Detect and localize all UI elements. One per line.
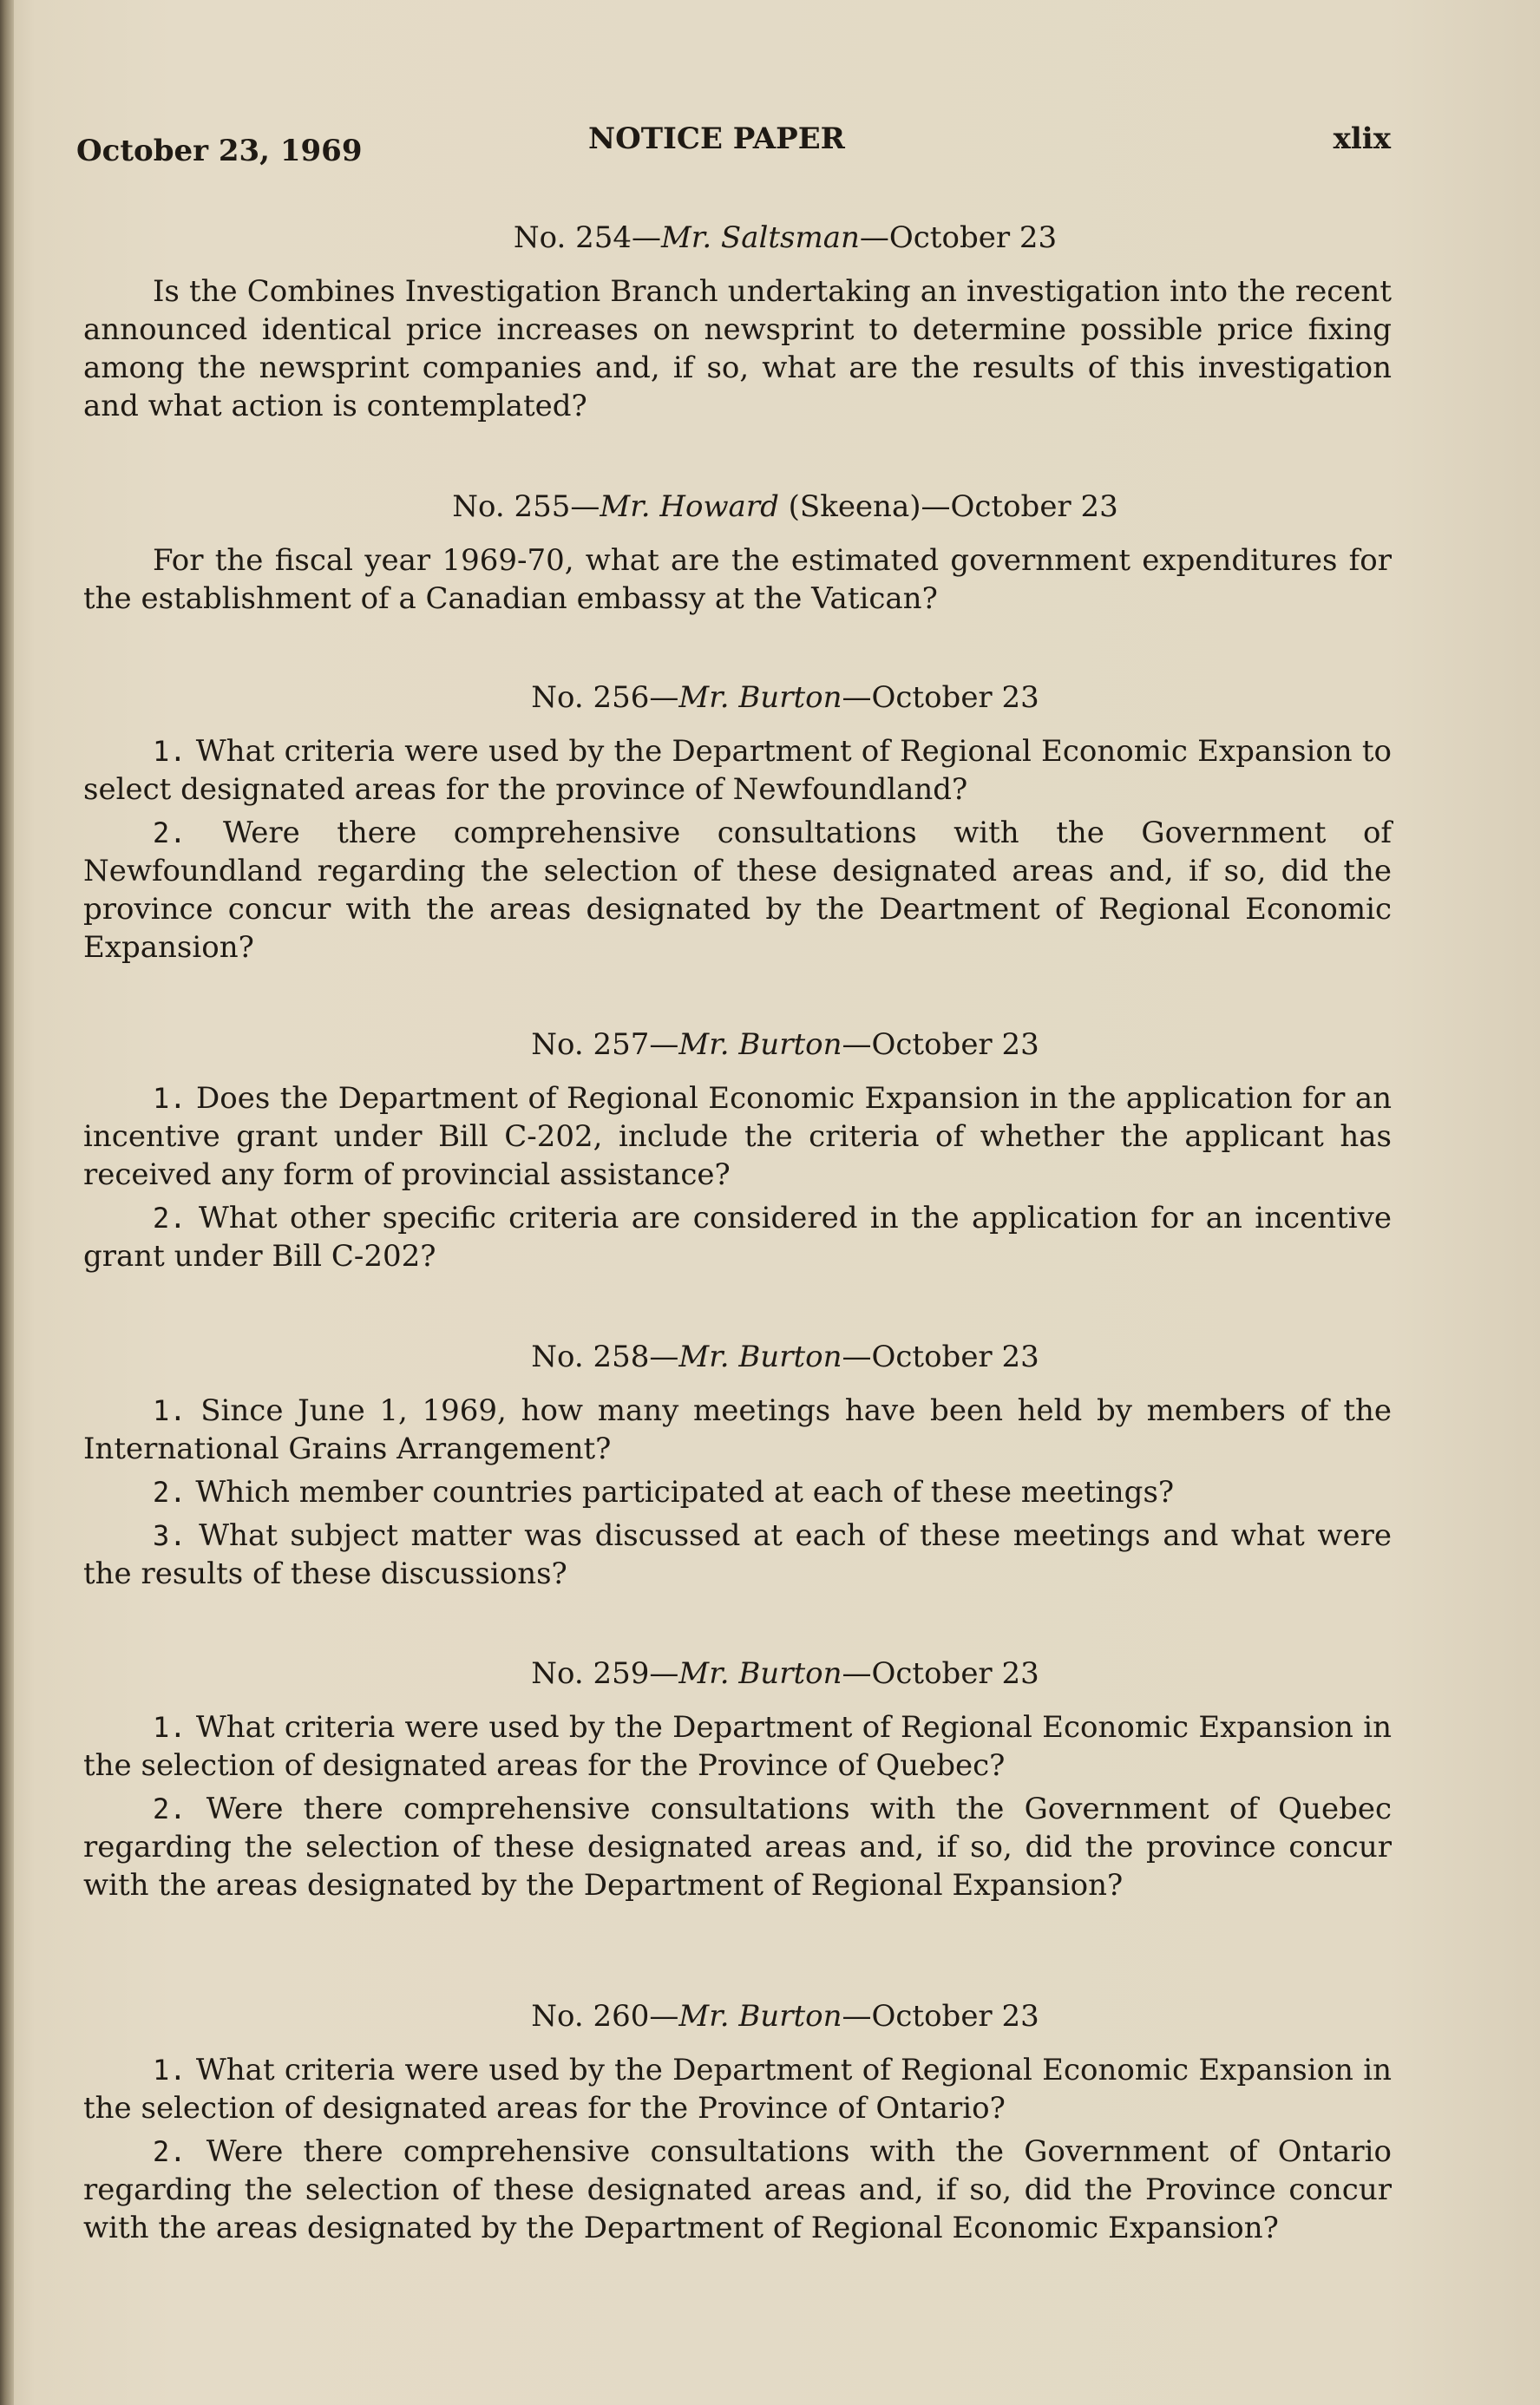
- question-date: October 23: [888, 220, 1058, 255]
- paragraph-text: Which member countries participated at each of these meetings?: [195, 1475, 1175, 1510]
- question-heading: No. 256—Mr. Burton—October 23: [531, 680, 1039, 715]
- question-date: October 23: [871, 680, 1039, 715]
- paragraph-number: 1.: [153, 2054, 187, 2087]
- question-heading: No. 257—Mr. Burton—October 23: [531, 1027, 1039, 1062]
- question-member: Mr. Burton: [678, 1656, 842, 1691]
- question-number: No. 260: [531, 1999, 650, 2034]
- page-header: [76, 121, 1391, 174]
- question-date: October 23: [871, 1027, 1039, 1062]
- paragraph-text: What other specific criteria are considered in the application for an incentive grant under Bill C-202?: [83, 1201, 1392, 1274]
- question-paragraph: [83, 814, 1392, 967]
- question-number: No. 255: [452, 489, 571, 524]
- paragraph-text: Does the Department of Regional Economic Expansion in the application for an incentive grant under Bill C-202, include the criteria of whether the applicant has received any form of provincial assistance?: [83, 1081, 1392, 1192]
- paragraph-number: 1.: [153, 1394, 187, 1427]
- paragraph-number: 1.: [153, 1711, 187, 1744]
- paragraph-text: Were there comprehensive consultations with the Government of Quebec regarding the selection of these designated areas and, if so, did the province concur with the areas designated by the Department of Regional Expansion?: [83, 1792, 1392, 1903]
- paragraph-text: What criteria were used by the Department of Regional Economic Expansion in the selection of designated areas for the Province of Quebec?: [83, 1710, 1393, 1783]
- question-number: No. 254: [513, 220, 632, 255]
- question-member: Mr. Burton: [678, 1999, 842, 2034]
- question-heading: No. 258—Mr. Burton—October 23: [531, 1340, 1039, 1374]
- question-member: Mr. Burton: [678, 680, 842, 715]
- question-paragraph: [83, 541, 1392, 618]
- question-member: Mr. Burton: [678, 1027, 842, 1062]
- question-paragraph: [83, 272, 1392, 425]
- binding-edge: [0, 0, 14, 2405]
- question-number: No. 257: [531, 1027, 650, 1062]
- paragraph-text: Were there comprehensive consultations with the Government of Newfoundland regarding the selection of these designated areas and, if so, did the province concur with the areas designated by the Deartment of Regional Economic Expansion?: [83, 816, 1392, 965]
- header-title: NOTICE PAPER: [588, 121, 845, 156]
- question-member: Mr. Saltsman: [660, 220, 860, 255]
- header-date: October 23, 1969: [76, 134, 363, 168]
- page-number: xlix: [1333, 121, 1391, 156]
- question-date: October 23: [950, 489, 1118, 524]
- question-date: October 23: [871, 1999, 1039, 2034]
- question-paragraph: [83, 1473, 1392, 1511]
- question-paragraph: [83, 2051, 1392, 2127]
- question-paragraph: [83, 1517, 1392, 1593]
- question-259: [83, 1653, 1392, 1910]
- paragraph-text: Is the Combines Investigation Branch undertaking an investigation into the recent announced identical price increases on newsprint to determine possible price fixing among the newsprint companies and, if so, what are the results of this investigation and what action is contemplated?: [83, 274, 1392, 423]
- question-paragraph: [83, 2133, 1392, 2247]
- paragraph-number: 2.: [153, 1202, 187, 1235]
- question-number: No. 258: [531, 1340, 650, 1374]
- paragraph-number: 2.: [153, 1476, 187, 1509]
- question-heading: No. 259—Mr. Burton—October 23: [531, 1656, 1039, 1691]
- question-paragraph: [83, 732, 1392, 809]
- question-254: [83, 217, 1392, 430]
- paragraph-number: 2.: [153, 816, 187, 849]
- paragraph-text: Were there comprehensive consultations with the Government of Ontario regarding the selection of these designated areas and, if so, did the Province concur with the areas designated by the Department of Regional Economic Expansion?: [83, 2134, 1392, 2245]
- question-paragraph: [83, 1392, 1392, 1468]
- question-256: [83, 677, 1392, 972]
- question-paragraph: [83, 1199, 1392, 1275]
- question-257: [83, 1024, 1392, 1281]
- question-heading: No. 254—Mr. Saltsman—October 23: [513, 220, 1058, 255]
- paragraph-number: 2.: [153, 1792, 187, 1825]
- paragraph-text: What criteria were used by the Department of Regional Economic Expansion to select designated areas for the province of Newfoundland?: [83, 734, 1393, 807]
- paragraph-text: For the fiscal year 1969-70, what are the estimated government expenditures for the establishment of a Canadian embassy at the Vatican?: [83, 543, 1392, 616]
- question-paragraph: [83, 1708, 1392, 1785]
- paragraph-number: 3.: [153, 1519, 187, 1552]
- paragraph-text: Since June 1, 1969, how many meetings have been held by members of the International Grains Arrangement?: [83, 1393, 1393, 1466]
- question-date: October 23: [871, 1656, 1039, 1691]
- question-paragraph: [83, 1790, 1392, 1904]
- question-riding: (Skeena): [788, 489, 921, 524]
- question-date: October 23: [871, 1340, 1039, 1374]
- question-number: No. 256: [531, 680, 650, 715]
- question-258: [83, 1336, 1392, 1598]
- paragraph-number: 1.: [153, 735, 187, 768]
- paragraph-text: What criteria were used by the Department of Regional Economic Expansion in the selection of designated areas for the Province of Ontario?: [83, 2053, 1393, 2126]
- question-paragraph: [83, 1079, 1392, 1194]
- paragraph-number: 1.: [153, 1082, 187, 1115]
- paragraph-text: What subject matter was discussed at each of these meetings and what were the results of these discussions?: [83, 1518, 1393, 1591]
- question-260: [83, 1995, 1392, 2252]
- question-member: Mr. Howard: [600, 489, 779, 524]
- question-255: [83, 486, 1392, 623]
- question-number: No. 259: [531, 1656, 650, 1691]
- question-heading: No. 255—Mr. Howard (Skeena)—October 23: [452, 489, 1118, 524]
- question-member: Mr. Burton: [678, 1340, 842, 1374]
- paragraph-number: 2.: [153, 2135, 187, 2168]
- question-heading: No. 260—Mr. Burton—October 23: [531, 1999, 1039, 2034]
